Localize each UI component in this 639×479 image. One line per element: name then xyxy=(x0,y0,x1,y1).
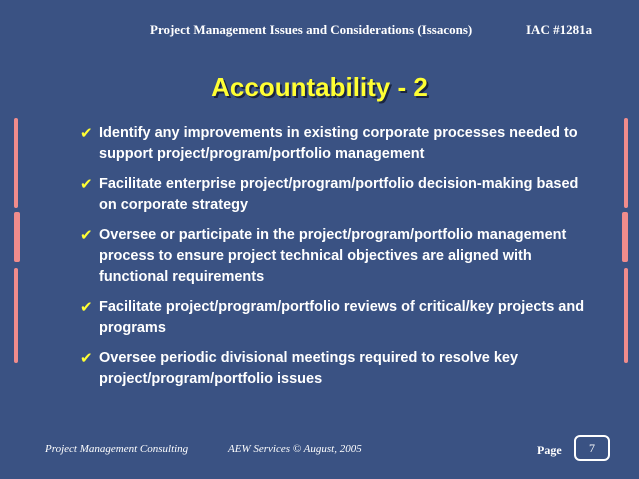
list-item xyxy=(80,348,600,390)
check-mark-icon: ✔ xyxy=(80,298,93,316)
left-edge-mark-bottom xyxy=(14,268,18,363)
check-mark-icon: ✔ xyxy=(80,124,93,142)
list-item xyxy=(80,174,600,216)
document-id: IAC #1281a xyxy=(526,22,593,37)
check-mark-icon: ✔ xyxy=(80,226,93,244)
slide-title: Accountability - 2 xyxy=(211,72,428,102)
page-label: Page xyxy=(537,443,562,457)
check-mark-icon: ✔ xyxy=(80,175,93,193)
bullet-text: Facilitate project/program/portfolio reviews of critical/key projects and programs xyxy=(99,299,585,336)
bullet-text: Oversee periodic divisional meetings required to resolve key project/program/portfolio issues xyxy=(99,350,519,387)
right-edge-mark-mid xyxy=(622,212,628,262)
footer-company: Project Management Consulting xyxy=(45,443,189,455)
slide-header xyxy=(150,22,610,42)
list-item xyxy=(80,225,600,288)
bullet-text: Oversee or participate in the project/program/portfolio management process to ensure project technical objectives are aligned with functional requirements xyxy=(99,227,567,285)
bullet-text: Identify any improvements in existing corporate processes needed to support project/program/portfolio management xyxy=(99,125,578,162)
bullet-text: Facilitate enterprise project/program/portfolio decision-making based on corporate strategy xyxy=(99,176,579,213)
right-edge-mark-bottom xyxy=(624,268,628,363)
footer-copyright: AEW Services © August, 2005 xyxy=(228,443,362,455)
left-edge-mark-mid xyxy=(14,212,20,262)
bullet-list xyxy=(80,123,600,399)
document-title: Project Management Issues and Considerations (Issacons) xyxy=(150,22,473,37)
check-mark-icon: ✔ xyxy=(80,349,93,367)
page-number: 7 xyxy=(574,435,610,461)
list-item xyxy=(80,297,600,339)
left-edge-mark-top xyxy=(14,118,18,208)
list-item xyxy=(80,123,600,165)
right-edge-mark-top xyxy=(624,118,628,208)
